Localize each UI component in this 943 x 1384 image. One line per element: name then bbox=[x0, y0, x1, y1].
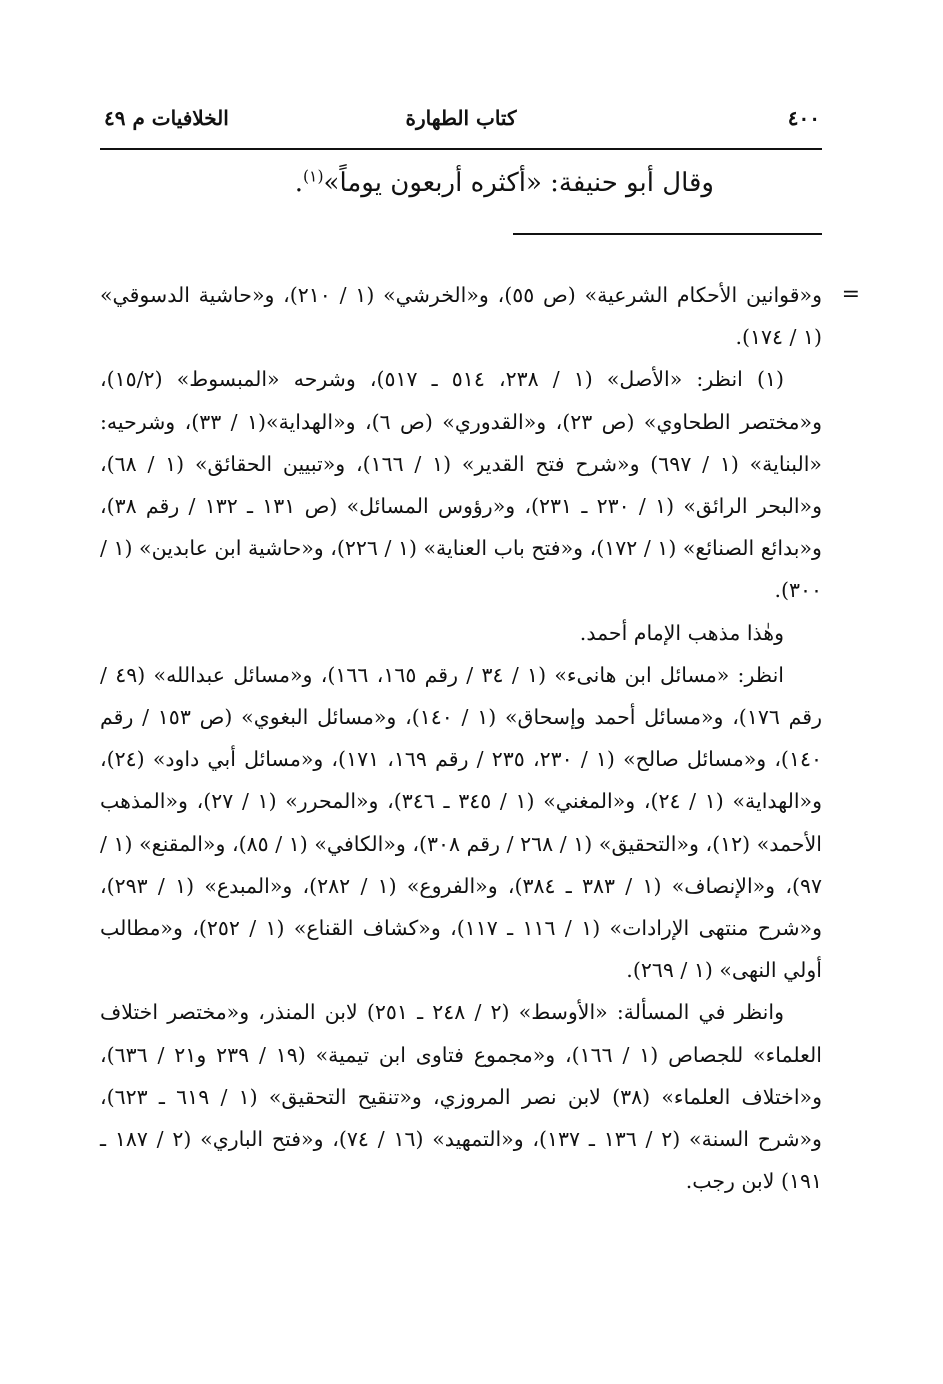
book-title: كتاب الطهارة bbox=[405, 106, 517, 130]
footnote-continuation bbox=[100, 274, 860, 358]
footnote-1: (١) انظر: «الأصل» (١ / ٢٣٨، ٥١٤ ـ ٥١٧)، وشرحه «المبسوط» (١٥/٢)، و«مختصر الطحاوي» (ص ٢٣)، و«القدوري» (ص ٦)، و«الهداية»(١ / ٣٣)، وشرحيه: «البناية» (١ / ٦٩٧) و«شرح فتح القدير» (١ / ١٦٦)، و«تبيين الحقائق» (١ / ٦٨)، و«البحر الرائق» (١ / ٢٣٠ ـ ٢٣١)، و«رؤوس المسائل» (ص ١٣١ ـ ١٣٢ / رقم ٣٨)، و«بدائع الصنائع» (١ / ١٧٢)، و«فتح باب العناية» (١ / ٢٢٦)، و«حاشية ابن عابدين» (١ / ٣٠٠). bbox=[100, 367, 822, 603]
running-title: الخلافيات م ٤٩ bbox=[104, 106, 229, 130]
footnote-separator bbox=[513, 233, 822, 235]
footnotes bbox=[100, 274, 860, 1202]
header-rule bbox=[100, 148, 822, 150]
continuation-mark: = bbox=[841, 282, 860, 307]
footnote-hanbali-sources: انظر: «مسائل ابن هانىء» (١ / ٣٤ / رقم ١٦٥، ١٦٦)، و«مسائل عبدالله» (٤٩ / رقم ١٧٦)، و«مسائل أحمد وإسحاق» (١ / ١٤٠)، و«مسائل البغوي» (ص ١٥٣ / رقم ١٤٠)، و«مسائل صالح» (١ / ٢٣٠، ٢٣٥ / رقم ١٦٩، ١٧١)، و«مسائل أبي داود» (٢٤)، و«الهداية» (١ / ٢٤)، و«المغني» (١ / ٣٤٥ ـ ٣٤٦)، و«المحرر» (١ / ٢٧)، و«المذهب الأحمد» (١٢)، و«التحقيق» (١ / ٢٦٨ / رقم ٣٠٨)، و«الكافي» (١ / ٨٥)، و«المقنع» (١ / ٩٧)، و«الإنصاف» (١ / ٣٨٣ ـ ٣٨٤)، و«الفروع» (١ / ٢٨٢)، و«المبدع» (١ / ٢٩٣)، و«شرح منتهى الإرادات» (١ / ١١٦ ـ ١١٧)، و«كشاف القناع» (١ / ٢٥٢)، و«مطالب أولي النهى» (١ / ٢٦٩). bbox=[100, 662, 822, 983]
page-header bbox=[100, 100, 822, 140]
footnote-madhhab: وهٰذا مذهب الإمام أحمد. bbox=[579, 620, 784, 645]
page-number: ٤٠٠ bbox=[787, 106, 820, 130]
main-text bbox=[100, 160, 822, 206]
footnote-marker: (١) bbox=[302, 167, 324, 186]
footnote-further-sources: وانظر في المسألة: «الأوسط» (٢ / ٢٤٨ ـ ٢٥١) لابن المنذر، و«مختصر اختلاف العلماء» للجصاص (١ / ١٦٦)، و«مجموع فتاوى ابن تيمية» (١٩ / ٢٣٩ و٢١ / ٦٣٦)، و«اختلاف العلماء» (٣٨) لابن نصر المروزي، و«تنقيح التحقيق» (١ / ٦١٩ ـ ٦٢٣)، و«شرح السنة» (٢ / ١٣٦ ـ ١٣٧)، و«التمهيد» (١٦ / ٧٤)، و«فتح الباري» (٢ / ١٨٧ ـ ١٩١) لابن رجب. bbox=[100, 1000, 822, 1194]
main-line: وقال أبو حنيفة: «أكثره أربعون يوماً» bbox=[323, 168, 714, 198]
main-line-end: . bbox=[294, 168, 303, 198]
footnote-continuation-text: و«قوانين الأحكام الشرعية» (ص ٥٥)، و«الخرشي» (١ / ٢١٠)، و«حاشية الدسوقي» (١ / ١٧٤). bbox=[100, 283, 822, 350]
